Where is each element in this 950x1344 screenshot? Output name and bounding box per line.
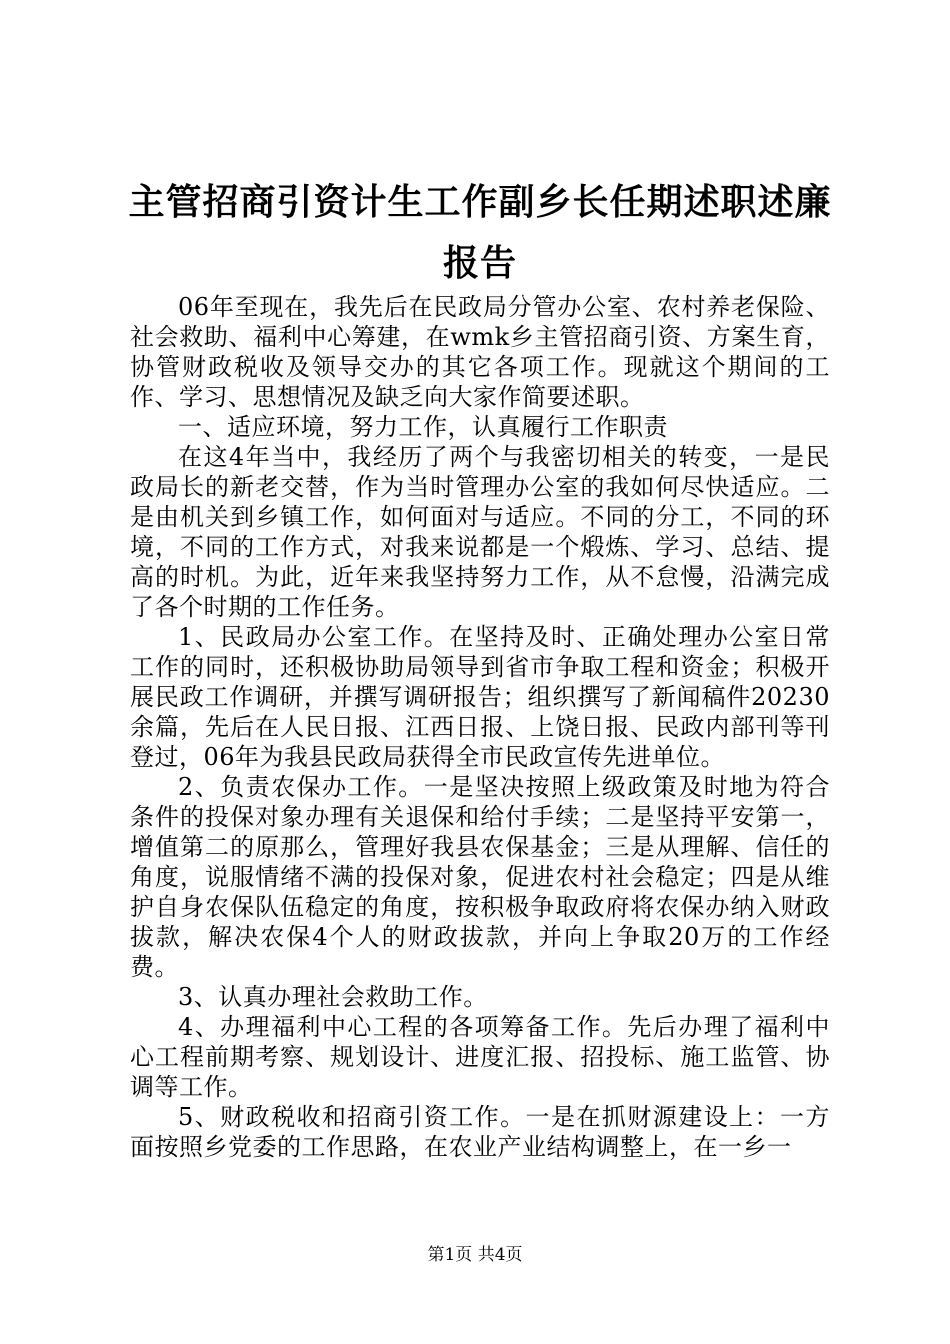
paragraph-item-5: 5、财政税收和招商引资工作。一是在抓财源建设上：一方面按照乡党委的工作思路，在农业产业结构调整上，在一乡一 [130, 1103, 830, 1161]
paragraph-item-2: 2、负责农保办工作。一是坚决按照上级政策及时地为符合条件的投保对象办理有关退保和给付手续；二是坚持平安第一，增值第二的原那么，管理好我县农保基金；三是从理解、信任的角度，说服情绪不满的投保对象，促进农村社会稳定；四是从维护自身农保队伍稳定的角度，按积极争取政府将农保办纳入财政拔款，解决农保4个人的财政拔款，并向上争取20万的工作经费。 [130, 773, 830, 981]
document-body [130, 292, 830, 1162]
paragraph-transition: 在这4年当中，我经历了两个与我密切相关的转变，一是民政局长的新老交替，作为当时管理办公室的我如何尽快适应。二是由机关到乡镇工作，如何面对与适应。不同的分工，不同的环境，不同的工作方式，对我来说都是一个煅炼、学习、总结、提高的时机。为此，近年来我坚持努力工作，从不怠慢，沿满完成了各个时期的工作任务。 [130, 443, 830, 621]
paragraph-intro: 06年至现在，我先后在民政局分管办公室、农村养老保险、社会救助、福利中心筹建，在wmk乡主管招商引资、方案生育，协管财政税收及领导交办的其它各项工作。现就这个期间的工作、学习、思想情况及缺乏向大家作简要述职。 [130, 293, 830, 411]
paragraph-item-3: 3、认真办理社会救助工作。 [178, 983, 488, 1011]
document-title: 主管招商引资计生工作副乡长任期述职述廉报告 [128, 181, 832, 284]
section-heading: 一、适应环境，努力工作，认真履行工作职责 [178, 413, 668, 441]
page-footer: 第1页 共4页 [427, 1245, 523, 1265]
paragraph-item-4: 4、办理福利中心工程的各项筹备工作。先后办理了福利中心工程前期考察、规划设计、进度汇报、招投标、施工监管、协调等工作。 [130, 1013, 830, 1101]
paragraph-item-1: 1、民政局办公室工作。在坚持及时、正确处理办公室日常工作的同时，还积极协助局领导到省市争取工程和资金；积极开展民政工作调研，并撰写调研报告；组织撰写了新闻稿件20230余篇，先后在人民日报、江西日报、上饶日报、民政内部刊等刊登过，06年为我县民政局获得全市民政宣传先进单位。 [130, 623, 830, 771]
